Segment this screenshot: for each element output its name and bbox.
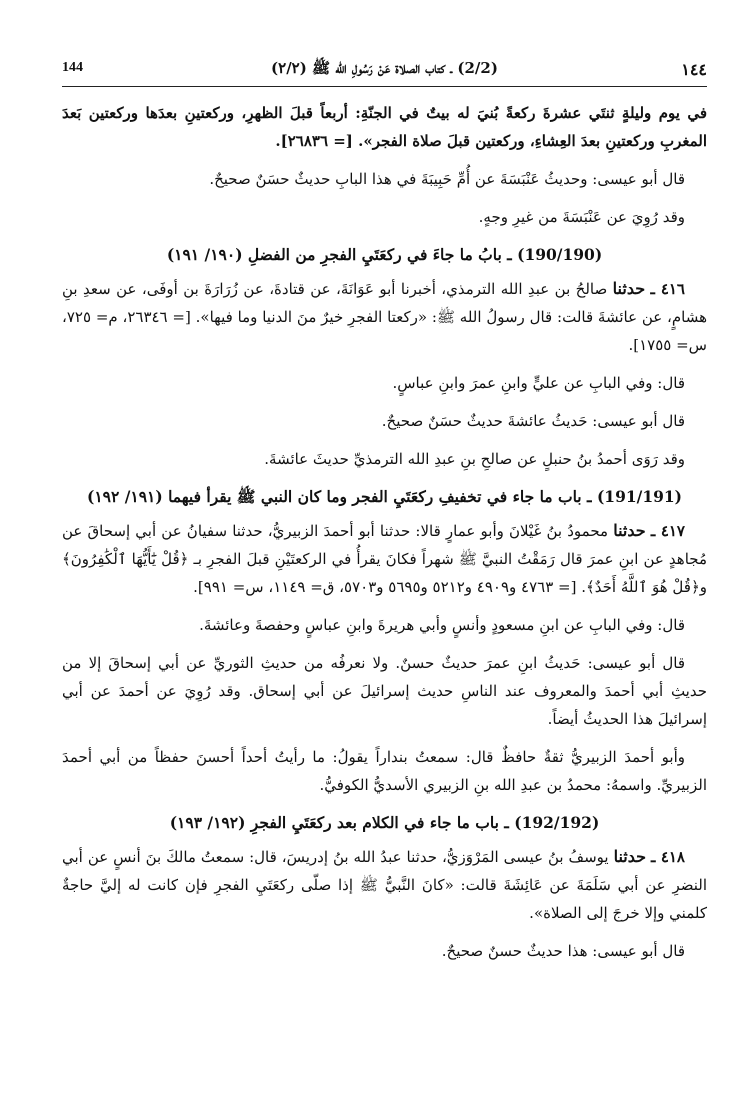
- chapter-heading: (192/192) ـ باب ما جاء في الكلام بعد ركعَتَيِ الفجرِ (١٩٢/ ١٩٣): [169, 813, 600, 832]
- commentary-paragraph: وقد رَوَى أحمدُ بنُ حنبلٍ عن صالحِ بنِ عبدِ الله الترمذيِّ حديثَ عائشةَ.: [264, 450, 685, 468]
- hadith-text: صالحُ بن عبدِ الله الترمذي، أخبرنا أبو عَوَانَةَ، عن قتادةَ، عن زُرَارَةَ بن أوفَى، عن سعدِ بنِ هشامٍ، عن عائشةَ قالت: قال رسولُ الله ﷺ: «ركعتا الفجرِ خيرٌ منَ الدنيا وما فيها». [= ٢٦٣٤٦، م= ٧٢٥، س= ١٧٥٥].: [62, 280, 708, 354]
- commentary-paragraph: قال: وفي البابِ عن ابنِ مسعودٍ وأنسٍ وأبي هريرةَ وابنِ عباسٍ وحفصةَ وعائشةَ.: [199, 616, 685, 634]
- commentary-paragraph: وقد رُوِيَ عن عَنْبَسَةَ من غيرِ وجهٍ.: [478, 208, 685, 226]
- hadith-text: يوسفُ بنُ عيسى المَرْوَزيُّ، حدثنا عبدُ الله بنُ إدريسَ، قال: سمعتُ مالكَ بنَ أنسٍ عن أبي النضرِ عن أبي سَلَمَةَ عن عَائِشَةَ قالت: «كانَ النَّبيُّ ﷺ إذا صلّى ركعَتَيِ الفجرِ فإن كانت له إليَّ حاجةٌ كلمني وإلا خرجَ إلى الصلاة».: [62, 848, 707, 922]
- hadith-keyword: حدثنا: [612, 279, 646, 298]
- hadith-number: ٤١٦ ـ: [650, 280, 685, 298]
- commentary-paragraph: قال أبو عيسى: حَديثُ عائشةَ حديثٌ حسَنٌ صحيحٌ.: [381, 412, 685, 430]
- commentary-paragraph: قال أبو عيسى: هذا حديثٌ حسنٌ صحيحٌ.: [441, 942, 685, 960]
- chapter-heading: (191/191) ـ باب ما جاء في تخفيفِ ركعَتَيِ الفجر وما كان النبي ﷺ يقرأ فيهما (١٩١/ ١٩٢): [86, 487, 683, 506]
- hadith-continuation: في يوم وليلةٍ ثنتَي عشرةَ ركعةً بُنيَ له بيتٌ في الجنّةِ: أربعاً قبلَ الظهرِ، وركعتينِ بعدَها وركعتين بَعدَ المغربِ وركعتينِ بعدَ العِشاءِ، وركعتين قبلَ صلاة الفجر». [= ٢٦٨٣٦].: [62, 104, 707, 150]
- running-title: (2/2) ـ كتاب الصلاة عَنْ رَسُولِ الله ﷺ (٢/٢): [271, 59, 498, 77]
- hadith-keyword: حدثنا: [613, 847, 647, 866]
- page-header: [62, 58, 707, 87]
- chapter-heading: (190/190) ـ بابُ ما جاءَ في ركعَتَيِ الفجرِ من الفضلِ (١٩٠/ ١٩١): [166, 245, 603, 264]
- hadith-416: [62, 275, 707, 359]
- commentary-paragraph: قال: وفي البابِ عن عليٍّ وابنِ عمرَ وابنِ عباسٍ.: [392, 374, 685, 392]
- hadith-text: محمودُ بنُ غَيْلانَ وأبو عمارٍ قالا: حدثنا أبو أحمدَ الزبيريُّ، حدثنا سفيانُ عن أبي إسحاقَ عن مُجاهدٍ عن ابنِ عمرَ قال رَمَقْتُ النبيَّ ﷺ شهراً فكانَ يقرأُ في الركعتَيْنِ قبلَ الفجرِ بـ ﴿قُلْ يَٰٓأَيُّهَا ٱلْكَٰفِرُونَ﴾ و﴿قُلْ هُوَ ٱللَّهُ أَحَدٌ﴾. [= ٤٧٦٣ و٤٩٠٩ و٥٢١٢ و٥٦٩٥ و٥٧٠٣، ق= ١١٤٩، س= ٩٩١].: [62, 522, 707, 596]
- hadith-keyword: حدثنا: [613, 521, 646, 540]
- commentary-paragraph: قال أبو عيسى: وحديثُ عَنْبَسَةَ عن أُمِّ حَبِيبَةَ في هذا البابِ حديثٌ حسَنٌ صحيحٌ.: [209, 170, 685, 188]
- commentary-paragraph: قال أبو عيسى: حَديثُ ابنِ عمرَ حديثٌ حسنٌ. ولا نعرفُه من حديثِ الثوريِّ عن أبي إسحاقَ إلا من حديثِ أبي أحمدَ والمعروف عند الناسِ حديث إسرائيلَ عن أبي إسحاق. وقد رُوِيَ عن أحمدَ عن أبي إسرائيلَ هذا الحديثُ أيضاً.: [62, 654, 707, 728]
- page: [62, 58, 707, 975]
- page-number-arabic: ١٤٤: [681, 60, 707, 79]
- hadith-417: [62, 517, 707, 601]
- hadith-number: ٤١٨ ـ: [650, 848, 685, 866]
- hadith-418: [62, 843, 707, 927]
- hadith-number: ٤١٧ ـ: [650, 522, 685, 540]
- commentary-paragraph: وأبو أحمدَ الزبيريُّ ثقةٌ حافظٌ قال: سمعتُ بنداراً يقولُ: ما رأيتُ أحداً أحسنَ حفظاً من أبي أحمدَ الزبيريِّ. واسمهُ: محمدُ بن عبدِ الله بنِ الزبيري الأسديُّ الكوفيُّ.: [62, 748, 707, 794]
- page-number-latin: 144: [62, 60, 83, 75]
